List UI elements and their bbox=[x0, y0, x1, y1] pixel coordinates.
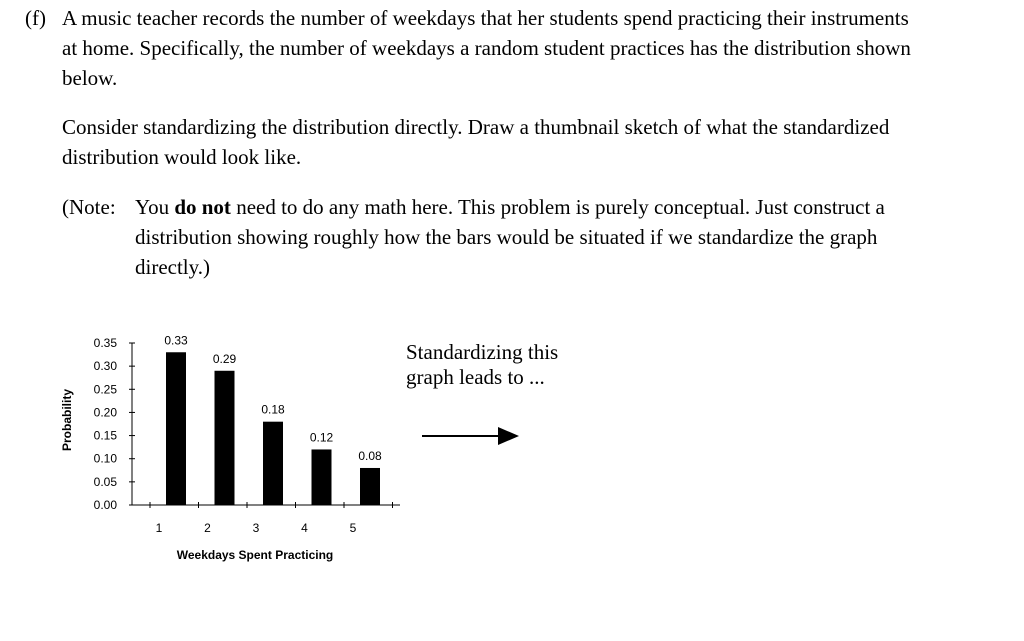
bar-3 bbox=[263, 422, 283, 505]
right-arrow-icon bbox=[420, 424, 520, 448]
y-tick-label: 0.25 bbox=[93, 382, 117, 397]
y-tick-label: 0.05 bbox=[93, 474, 117, 489]
note-lead: (Note: bbox=[62, 195, 116, 219]
bar-4 bbox=[312, 449, 332, 505]
note-bold: do not bbox=[174, 195, 231, 219]
instruction-text: Consider standardizing the distribution directly. Draw a thumbnail sketch of what the standardized distribution would look like. bbox=[62, 115, 890, 169]
note-you: You bbox=[135, 195, 175, 219]
x-category-label: 2 bbox=[204, 521, 211, 535]
bar-value-label: 0.12 bbox=[309, 430, 334, 445]
bar-value-label: 0.33 bbox=[164, 333, 188, 348]
bar-5 bbox=[360, 468, 380, 505]
y-axis-title: Probability bbox=[60, 388, 74, 452]
y-tick-label: 0.00 bbox=[93, 498, 117, 512]
note-text bbox=[135, 192, 955, 282]
x-axis-title: Weekdays Spent Practicing bbox=[176, 548, 334, 562]
x-category-label: 5 bbox=[349, 521, 357, 535]
probability-bar-chart bbox=[50, 320, 400, 570]
y-tick-label: 0.20 bbox=[93, 405, 117, 420]
bar-value-label: 0.29 bbox=[212, 351, 237, 366]
y-tick-label: 0.35 bbox=[93, 336, 117, 350]
problem-label: (f) bbox=[25, 6, 46, 30]
bar-2 bbox=[215, 371, 235, 505]
problem-text: A music teacher records the number of weekdays that her students spend practicing their instruments at home. Specifically, the number of weekdays a random student practices has the distribution shown below. bbox=[62, 6, 911, 90]
note-rest: need to do any math here. This problem is purely conceptual. Just construct a distribution showing roughly how the bars would be situated if we standardize the graph directly.) bbox=[135, 195, 885, 279]
x-category-label: 1 bbox=[155, 521, 163, 535]
bar-value-label: 0.08 bbox=[358, 448, 382, 463]
y-tick-label: 0.15 bbox=[93, 428, 117, 443]
bar-1 bbox=[166, 352, 186, 505]
bar-value-label: 0.18 bbox=[261, 402, 285, 417]
y-tick-label: 0.30 bbox=[93, 359, 117, 374]
y-tick-label: 0.10 bbox=[93, 451, 117, 466]
x-category-label: 4 bbox=[301, 521, 308, 535]
side-caption: Standardizing this graph leads to ... bbox=[406, 340, 559, 389]
x-category-label: 3 bbox=[252, 521, 260, 535]
